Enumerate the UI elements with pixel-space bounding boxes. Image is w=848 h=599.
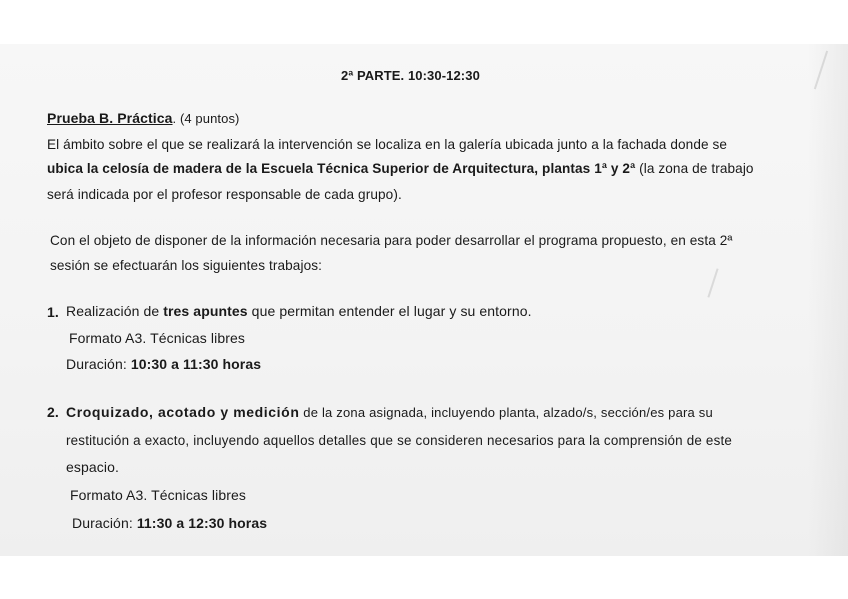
task-2-line-2: restitución a exacto, incluyendo aquellos detalles que se consideren necesarios para la comprensión de este xyxy=(66,433,733,448)
task-2-format: Formato A3. Técnicas libres xyxy=(70,487,246,503)
intro-line-2-rest: (la zona de trabajo xyxy=(635,161,754,176)
task-2-text-bold: Croquizado, acotado y medición xyxy=(66,404,300,420)
task-1-text-c: que permitan entender el lugar y su entorno. xyxy=(247,303,532,319)
task-2-number: 2. xyxy=(47,404,59,420)
section-points: . (4 puntos) xyxy=(172,111,240,126)
task-1-duration-label: Duración: xyxy=(66,356,131,372)
task-2-duration-value: 11:30 a 12:30 horas xyxy=(136,515,268,531)
section-heading xyxy=(47,110,240,126)
task-1-format: Formato A3. Técnicas libres xyxy=(69,330,245,346)
intro-line-2-bold: ubica la celosía de madera de la Escuela Técnica Superior de Arquitectura, plantas 1ª y 2ª xyxy=(47,161,636,176)
paper-shadow xyxy=(808,44,848,556)
task-1-text xyxy=(66,303,532,319)
task-2-duration xyxy=(72,515,267,531)
task-1-text-a: Realización de xyxy=(66,303,164,319)
task-1-number: 1. xyxy=(47,304,59,320)
intro-line-2 xyxy=(47,161,754,176)
task-1-duration xyxy=(66,356,261,372)
section-title: Prueba B. Práctica xyxy=(47,110,173,126)
task-1-duration-value: 10:30 a 11:30 horas xyxy=(130,356,262,372)
task-1-text-bold: tres apuntes xyxy=(163,303,248,319)
intro-line-1: El ámbito sobre el que se realizará la intervención se localiza en la galería ubicada junto a la fachada donde se xyxy=(47,137,728,152)
part-title: 2ª PARTE. 10:30-12:30 xyxy=(341,68,480,83)
objective-line-1: Con el objeto de disponer de la información necesaria para poder desarrollar el programa propuesto, en esta 2ª xyxy=(50,233,733,248)
task-2-duration-label: Duración: xyxy=(72,515,137,531)
intro-line-3: será indicada por el profesor responsable de cada grupo). xyxy=(47,187,402,202)
task-2-text xyxy=(66,404,713,420)
task-2-line-3: espacio. xyxy=(66,459,119,475)
task-2-text-rest: de la zona asignada, incluyendo planta, alzado/s, sección/es para su xyxy=(299,405,713,420)
objective-line-2: sesión se efectuarán los siguientes trabajos: xyxy=(50,258,323,273)
